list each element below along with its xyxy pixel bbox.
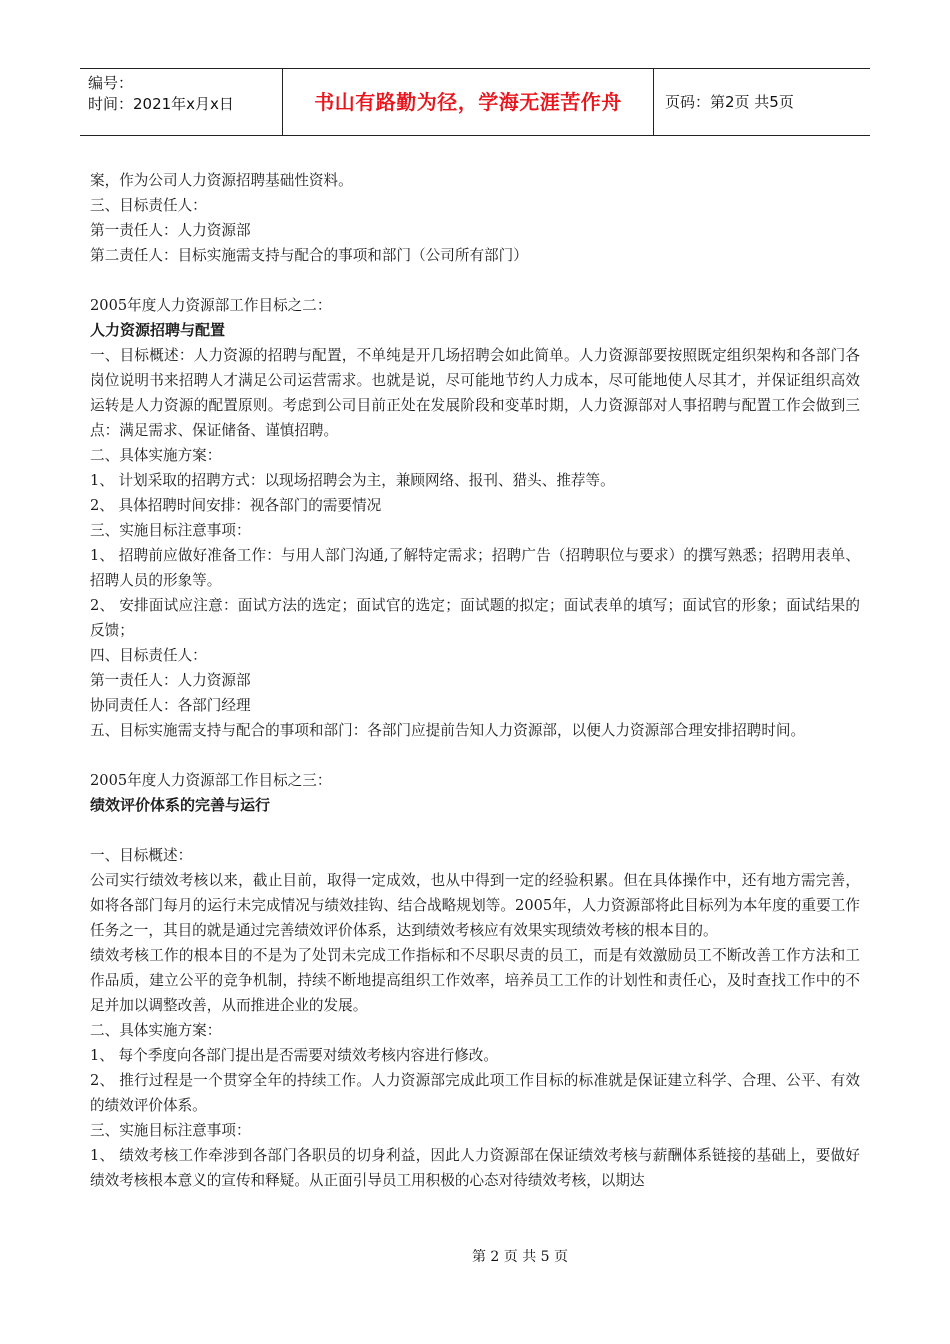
document-body: [90, 168, 860, 1193]
paragraph: 1、 每个季度向各部门提出是否需要对绩效考核内容进行修改。: [90, 1047, 498, 1064]
blank-line: [90, 743, 860, 768]
paragraph: 一、目标概述：人力资源的招聘与配置，不单纯是开几场招聘会如此简单。人力资源部要按照既定组织架构和各部门各岗位说明书来招聘人才满足公司运营需求。也就是说，尽可能地节约人力成本，尽可能地使人尽其才，并保证组织高效运转是人力资源的配置原则。考虑到公司目前正处在发展阶段和变革时期，人力资源部对人事招聘与配置工作会做到三点：满足需求、保证储备、谨慎招聘。: [90, 347, 860, 439]
paragraph: 五、目标实施需支持与配合的事项和部门：各部门应提前告知人力资源部，以便人力资源部合理安排招聘时间。: [90, 722, 806, 739]
document-date-label: 时间：2021年x月x日: [88, 95, 234, 113]
header-meta: [88, 73, 278, 115]
paragraph: 绩效考核工作的根本目的不是为了处罚未完成工作指标和不尽职尽责的员工，而是有效激励员工不断改善工作方法和工作品质，建立公平的竞争机制，持续不断地提高组织工作效率，培养员工工作的计划性和责任心，及时查找工作中的不足并加以调整改善，从而推进企业的发展。: [90, 947, 860, 1014]
paragraph: 1、 计划采取的招聘方式：以现场招聘会为主，兼顾网络、报刊、猎头、推荐等。: [90, 472, 615, 489]
paragraph: 第二责任人：目标实施需支持与配合的事项和部门（公司所有部门）: [90, 247, 528, 264]
header-divider: [653, 69, 654, 135]
header-page-info: 页码：第2页 共5页: [665, 93, 794, 111]
header-divider: [282, 69, 283, 135]
blank-line: [90, 268, 860, 293]
paragraph: 三、实施目标注意事项：: [90, 522, 251, 539]
paragraph: 1、 招聘前应做好准备工作：与用人部门沟通,了解特定需求；招聘广告（招聘职位与要求）的撰写熟悉；招聘用表单、招聘人员的形象等。: [90, 547, 860, 589]
paragraph: 案，作为公司人力资源招聘基础性资料。: [90, 172, 353, 189]
paragraph: 2、 具体招聘时间安排：视各部门的需要情况: [90, 497, 382, 514]
header-motto: 书山有路勤为径，学海无涯苦作舟: [314, 90, 622, 114]
paragraph: 2、 安排面试应注意：面试方法的选定；面试官的选定；面试题的拟定；面试表单的填写；面试官的形象；面试结果的反馈；: [90, 597, 860, 639]
paragraph: 2005年度人力资源部工作目标之二：: [90, 297, 332, 314]
paragraph: 二、具体实施方案：: [90, 447, 222, 464]
document-number-label: 编号：: [88, 74, 134, 92]
section-heading: 人力资源招聘与配置: [90, 321, 226, 339]
paragraph: 2、 推行过程是一个贯穿全年的持续工作。人力资源部完成此项工作目标的标准就是保证建立科学、合理、公平、有效的绩效评价体系。: [90, 1072, 860, 1114]
paragraph: 第一责任人：人力资源部: [90, 222, 251, 239]
paragraph: 公司实行绩效考核以来，截止目前，取得一定成效，也从中得到一定的经验积累。但在具体操作中，还有地方需完善，如将各部门每月的运行未完成情况与绩效挂钩、结合战略规划等。2005年，人力资源部将此目标列为本年度的重要工作任务之一，其目的就是通过完善绩效评价体系，达到绩效考核应有效果实现绩效考核的根本目的。: [90, 872, 860, 939]
page-footer: 第 2 页 共 5 页: [471, 1249, 569, 1265]
paragraph: 二、具体实施方案：: [90, 1022, 222, 1039]
paragraph: 1、 绩效考核工作牵涉到各部门各职员的切身利益，因此人力资源部在保证绩效考核与薪酬体系链接的基础上，要做好绩效考核根本意义的宣传和释疑。从正面引导员工用积极的心态对待绩效考核，以期达: [90, 1147, 860, 1189]
paragraph: 第一责任人：人力资源部: [90, 672, 251, 689]
blank-line: [90, 818, 860, 843]
paragraph: 2005年度人力资源部工作目标之三：: [90, 772, 332, 789]
paragraph: 四、目标责任人：: [90, 647, 207, 664]
paragraph: 三、实施目标注意事项：: [90, 1122, 251, 1139]
paragraph: 协同责任人：各部门经理: [90, 697, 251, 714]
paragraph: 一、目标概述：: [90, 847, 193, 864]
section-heading: 绩效评价体系的完善与运行: [90, 796, 271, 814]
page-header: [80, 68, 870, 136]
paragraph: 三、目标责任人：: [90, 197, 207, 214]
